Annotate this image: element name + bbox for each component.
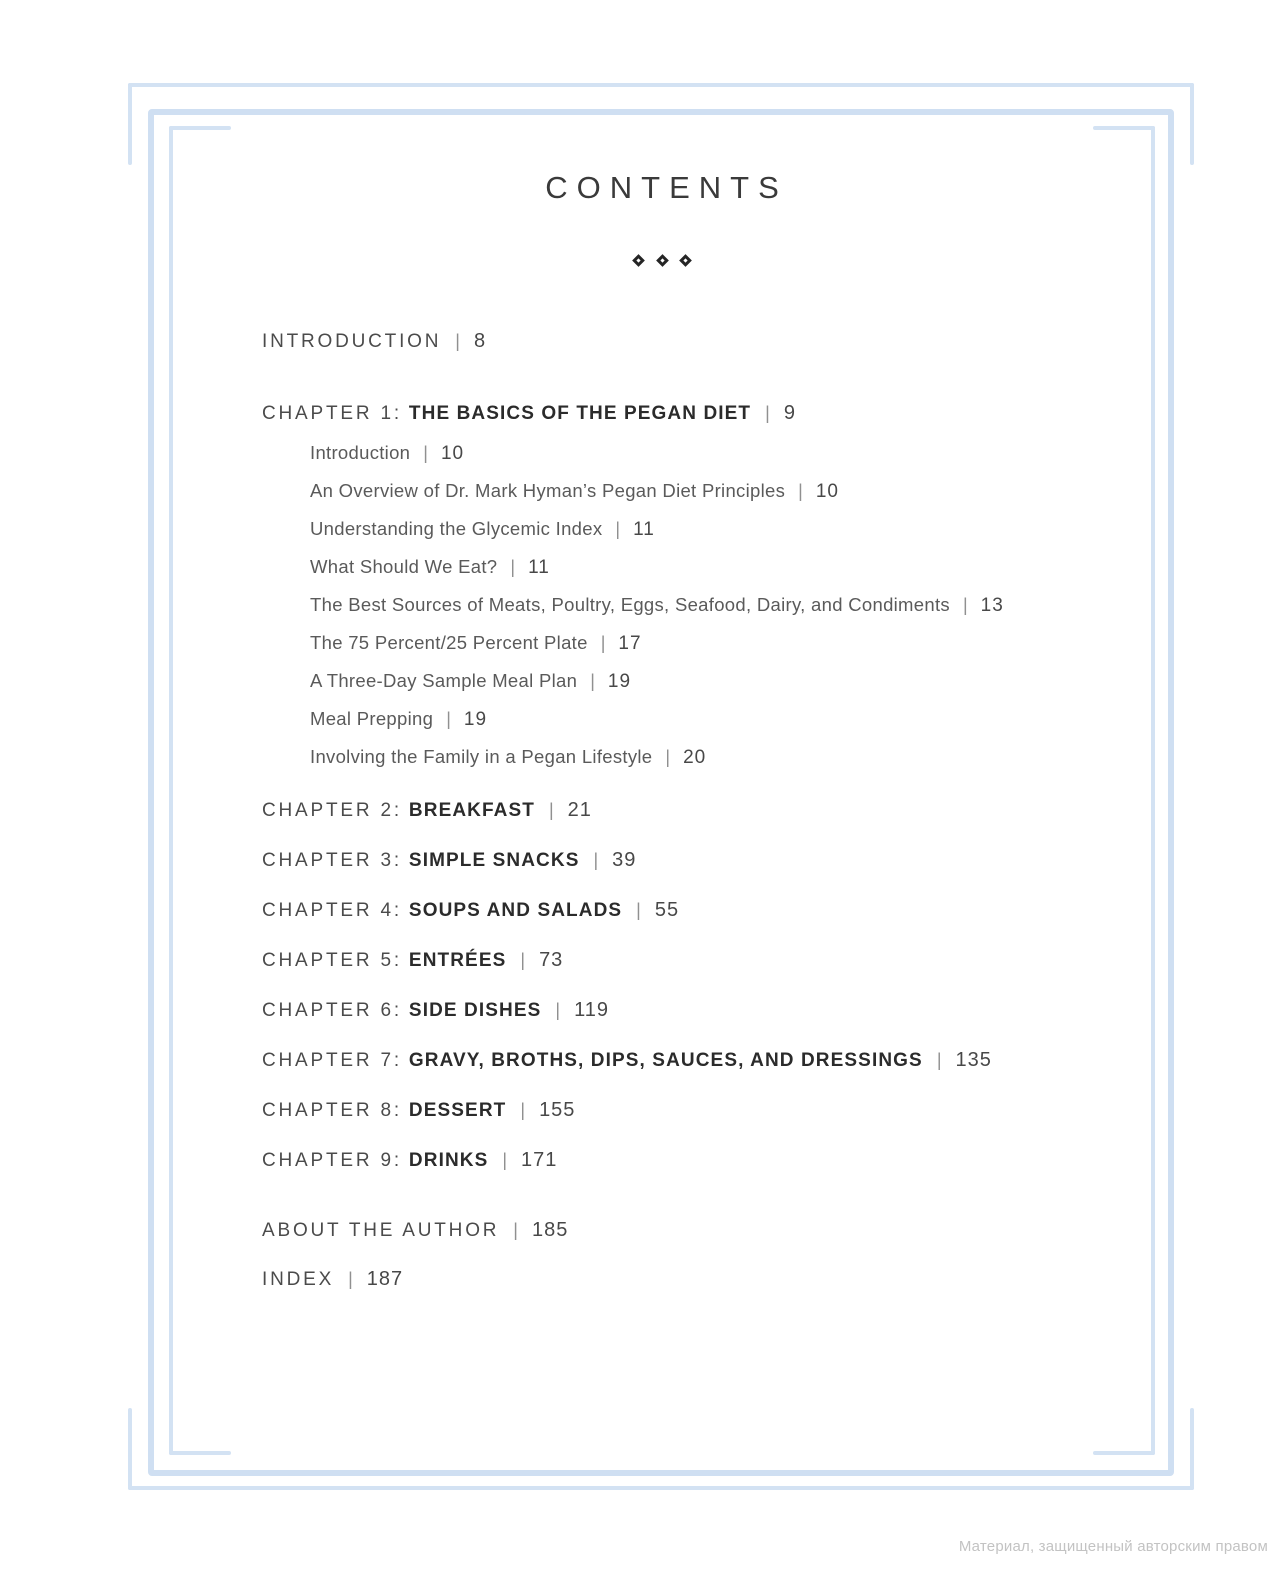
entry-page-number: 19 <box>463 709 488 730</box>
chapter-title: SIDE DISHES <box>408 1000 542 1021</box>
toc-entry-about-the-author <box>262 1219 1122 1242</box>
subentry-label: The Best Sources of Meats, Poultry, Eggs, Seafood, Dairy, and Condiments <box>310 594 950 615</box>
outer-frame-corner-stub <box>128 1408 132 1490</box>
entry-page-number: 17 <box>618 633 642 654</box>
chapter-prefix: CHAPTER 8: <box>262 1100 402 1121</box>
toc-entry-chapter-9 <box>262 1149 1122 1172</box>
diamond-icon <box>679 254 692 267</box>
toc-entry-chapter-6 <box>262 999 1122 1022</box>
table-of-contents <box>262 330 1122 1291</box>
entry-page-number: 10 <box>440 443 465 464</box>
toc-entry-chapter-7 <box>262 1049 1122 1072</box>
toc-subentry <box>310 480 1122 503</box>
page-title: CONTENTS <box>545 170 788 205</box>
entry-separator: | <box>520 950 526 970</box>
toc-subentry <box>310 670 1122 693</box>
ornament-divider <box>169 252 1155 272</box>
entry-separator: | <box>446 709 451 729</box>
entry-separator: | <box>555 1000 561 1020</box>
entry-page-number: 39 <box>612 849 637 871</box>
entry-page-number: 155 <box>539 1099 576 1121</box>
outer-frame-corner-stub <box>128 83 132 165</box>
toc-entry-chapter-4 <box>262 899 1122 922</box>
entry-label: INTRODUCTION <box>262 331 442 352</box>
entry-separator: | <box>590 671 595 691</box>
outer-frame-corner-stub <box>1190 1408 1194 1490</box>
entry-page-number: 20 <box>683 747 707 768</box>
chapter-title: THE BASICS OF THE PEGAN DIET <box>408 403 752 424</box>
inner-frame-left-line <box>169 126 173 1455</box>
toc-entry-chapter-5 <box>262 949 1122 972</box>
entry-separator: | <box>936 1050 942 1070</box>
subentry-label: A Three-Day Sample Meal Plan <box>310 670 578 691</box>
subentry-label: Meal Prepping <box>310 708 434 729</box>
outer-frame-corner-stub <box>1190 83 1194 165</box>
entry-page-number: 185 <box>531 1219 569 1241</box>
entry-page-number: 135 <box>955 1049 992 1071</box>
toc-entry-introduction <box>262 330 1122 353</box>
entry-page-number: 55 <box>654 899 680 921</box>
entry-separator: | <box>615 519 621 539</box>
toc-subentry <box>310 632 1122 655</box>
toc-subentry <box>310 518 1122 541</box>
toc-entry-index <box>262 1268 1122 1291</box>
chapter-prefix: CHAPTER 2: <box>262 800 402 821</box>
chapter-prefix: CHAPTER 9: <box>262 1150 402 1171</box>
chapter-title: SOUPS AND SALADS <box>408 900 623 921</box>
chapter-title: SIMPLE SNACKS <box>408 850 580 871</box>
entry-separator: | <box>600 633 606 653</box>
inner-frame-right-line <box>1151 126 1155 1455</box>
subentry-label: Involving the Family in a Pegan Lifestyle <box>310 746 653 767</box>
entry-label: ABOUT THE AUTHOR <box>262 1220 500 1241</box>
subentry-label: Introduction <box>310 442 411 463</box>
chapter-prefix: CHAPTER 6: <box>262 1000 402 1021</box>
toc-entry-chapter-1 <box>262 402 1122 425</box>
entry-separator: | <box>593 850 599 870</box>
chapter-title: DESSERT <box>408 1100 507 1121</box>
toc-entry-chapter-2 <box>262 799 1122 822</box>
entry-page-number: 10 <box>815 481 839 502</box>
entry-separator: | <box>510 557 516 577</box>
entry-separator: | <box>513 1220 518 1240</box>
entry-separator: | <box>765 403 770 423</box>
entry-separator: | <box>962 595 968 615</box>
entry-separator: | <box>548 800 554 820</box>
inner-frame-corner-stub <box>1093 1451 1155 1455</box>
diamond-icon <box>656 254 669 267</box>
entry-page-number: 187 <box>366 1268 404 1290</box>
chapter-prefix: CHAPTER 5: <box>262 950 402 971</box>
entry-separator: | <box>348 1269 353 1289</box>
chapter-title: GRAVY, BROTHS, DIPS, SAUCES, AND DRESSINGS <box>408 1050 923 1071</box>
chapter-title: DRINKS <box>408 1150 489 1171</box>
entry-separator: | <box>665 747 671 767</box>
entry-page-number: 11 <box>528 557 550 578</box>
inner-frame-corner-stub <box>169 1451 231 1455</box>
entry-page-number: 171 <box>521 1149 558 1171</box>
entry-label: INDEX <box>262 1269 335 1290</box>
subentry-label: The 75 Percent/25 Percent Plate <box>310 632 588 653</box>
entry-page-number: 119 <box>574 999 609 1021</box>
chapter-prefix: CHAPTER 3: <box>262 850 402 871</box>
diamond-icon <box>632 254 645 267</box>
subentry-label: What Should We Eat? <box>310 556 498 577</box>
toc-subentry <box>310 746 1122 769</box>
entry-page-number: 9 <box>783 402 796 424</box>
toc-subentry <box>310 556 1122 579</box>
page-header <box>169 0 1155 272</box>
chapter-prefix: CHAPTER 4: <box>262 900 402 921</box>
toc-subentry <box>310 442 1122 465</box>
subentry-label: An Overview of Dr. Mark Hyman’s Pegan Diet Principles <box>310 480 786 501</box>
toc-entry-chapter-8 <box>262 1099 1122 1122</box>
entry-page-number: 11 <box>633 519 655 540</box>
entry-page-number: 13 <box>980 595 1004 616</box>
outer-frame-bottom-line <box>128 1486 1194 1490</box>
entry-page-number: 73 <box>539 949 564 971</box>
entry-separator: | <box>423 443 428 463</box>
chapter-title: BREAKFAST <box>408 800 535 821</box>
entry-separator: | <box>455 331 460 351</box>
entry-separator: | <box>798 481 803 501</box>
chapter-prefix: CHAPTER 7: <box>262 1050 402 1071</box>
entry-page-number: 21 <box>567 799 592 821</box>
entry-separator: | <box>636 900 641 920</box>
chapter-title: ENTRÉES <box>408 950 507 971</box>
toc-subentry <box>310 708 1122 731</box>
entry-page-number: 19 <box>607 671 632 692</box>
subentry-label: Understanding the Glycemic Index <box>310 518 603 539</box>
entry-separator: | <box>502 1150 508 1170</box>
copyright-watermark: Материал, защищенный авторским правом <box>958 1538 1268 1555</box>
toc-subentry <box>310 594 1122 617</box>
toc-entry-chapter-3 <box>262 849 1122 872</box>
entry-page-number: 8 <box>473 330 487 352</box>
chapter-prefix: CHAPTER 1: <box>262 403 402 424</box>
chapter-1-subitems <box>262 442 1122 769</box>
entry-separator: | <box>520 1100 526 1120</box>
